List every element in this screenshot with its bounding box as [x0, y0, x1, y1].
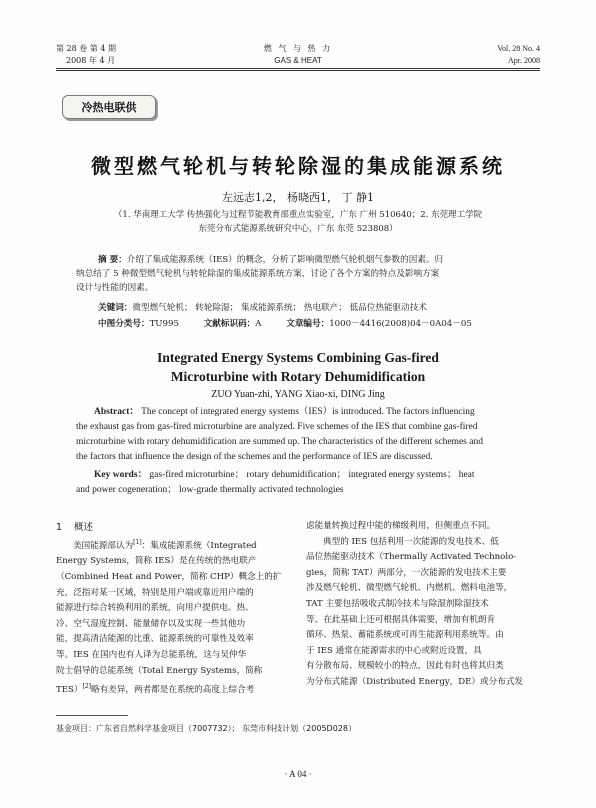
- affiliation: [40, 208, 556, 236]
- clc-label: 中图分类号：: [98, 319, 150, 329]
- body-line: 为分布式能源（Distributed Energy，DE）或分布式发: [306, 676, 524, 687]
- abstract-en-text: microturbine with rotary dehumidification are summed up. The characteristics of the different schemes and: [76, 437, 483, 447]
- abstract-en-text: the exhaust gas from gas-fired microturbine are analyzed. Five schemes of the IES that combine gas-fired: [76, 422, 478, 432]
- funding-footnote: 基金项目：广东省自然科学基金项目（7007732）； 东莞市科技计划（2005D028）: [56, 724, 356, 733]
- body-line: 循环、热泵、蓄能系统或可再生能源利用系统等。由: [306, 630, 504, 641]
- abstract-en-label: Abstract：: [94, 407, 139, 417]
- body-line: TES）[2]略有差异，两者都是在系统的高度上综合考: [56, 683, 255, 696]
- affiliation-line: （1. 华南理工大学 传热强化与过程节能教育部重点实验室，广东 广州 510640；2. 东莞理工学院: [113, 210, 483, 220]
- abstract-en-text: the factors that influence the design of the schemes and the performance of IES are discussed.: [76, 452, 433, 462]
- paper-title-en-line: Microturbine with Rotary Dehumidification: [170, 369, 426, 384]
- abstract-cn-text: 纳总结了 5 种微型燃气轮机与转轮除湿的集成能源系统方案，讨论了各个方案的特点及影响方案: [76, 269, 440, 279]
- body-line: TAT 主要包括吸收式制冷技术与除湿剂除湿技术: [306, 598, 489, 609]
- body-line: 涉及燃气轮机、微型燃气轮机、内燃机、燃料电池等，: [306, 583, 513, 594]
- body-line: 虑能量转换过程中能的梯级利用，但侧重点不同。: [306, 521, 496, 531]
- column-banner: 冷热电联供: [62, 95, 156, 119]
- body-right-column: [306, 519, 542, 691]
- body-line: 有分散布局、规模较小的特点，因此有时也将其归类: [306, 661, 504, 672]
- journal-name-cn: 燃 气 与 热 力: [263, 44, 333, 53]
- body-line: 充，泛指对某一区域，特别是用户端或靠近用户端的: [56, 587, 254, 598]
- body-line: 品位热能驱动技术（Thermally Activated Technolo-: [306, 552, 517, 563]
- journal-volume-cn: 第 28 卷 第 4 期: [56, 44, 116, 53]
- page-number: · A 04 ·: [284, 769, 312, 779]
- abstract-cn: [76, 253, 522, 295]
- journal-volume-en: Vol. 28 No. 4: [497, 44, 540, 53]
- abstract-cn-text: 设计与性能的因素。: [76, 283, 154, 293]
- affiliation-line: 东莞分布式能源系统研究中心，广东 东莞 523808）: [198, 224, 398, 234]
- keywords-cn: [76, 301, 522, 315]
- classification-line: [76, 317, 522, 331]
- body-line: 等。IES 在国内也有人译为总能系统，这与吴仲华: [56, 650, 247, 661]
- journal-date-cn: 2008 年 4 月: [66, 56, 116, 65]
- section-heading: [56, 519, 93, 533]
- footnote-rule: [56, 715, 128, 716]
- body-line: gies，简称 TAT）两部分，一次能源的发电技术主要: [306, 567, 507, 578]
- keywords-en-label: Key words：: [94, 470, 148, 480]
- body-line: 能，提高清洁能源的比重、能源系统的可靠性及效率: [56, 634, 254, 645]
- body-line: Energy Systems，简称 IES）是在传统的热电联产: [56, 556, 257, 567]
- authors-cn: 左远志1,2， 杨晓西1， 丁 静1: [222, 191, 374, 204]
- abstract-en: [76, 405, 522, 465]
- authors-en: ZUO Yuan-zhi, YANG Xiao-xi, DING Jing: [211, 389, 385, 400]
- body-left-column: [56, 535, 292, 699]
- body-line: 院士倡导的总能系统（Total Energy Systems，简称: [56, 665, 263, 676]
- doc-code-value: A: [255, 319, 262, 329]
- body-line: 能源进行综合转换利用的系统，向用户提供电、热、: [56, 603, 254, 614]
- doc-code-label: 文献标识码：: [203, 319, 256, 329]
- keywords-en: [76, 468, 522, 498]
- abstract-cn-text: 介绍了集成能源系统（IES）的概念，分析了影响微型燃气轮机烟气参数的因素。归: [126, 255, 444, 265]
- keywords-cn-text: 微型燃气轮机； 转轮除湿； 集成能源系统； 热电联产； 低品位热能驱动技术: [132, 303, 427, 313]
- journal-date-en: Apr. 2008: [508, 56, 540, 65]
- paper-title-en: [40, 348, 556, 386]
- journal-name-en: GAS & HEAT: [274, 56, 322, 65]
- body-line: 美国能源部认为[1]：集成能源系统（Integrated: [73, 539, 257, 551]
- paper-title-cn: 微型燃气轮机与转轮除湿的集成能源系统: [91, 154, 505, 178]
- article-no-value: 1000－4416(2008)04－0A04－05: [329, 319, 472, 329]
- keywords-en-text: and power cogeneration； low-grade thermally activated technologies: [76, 485, 344, 495]
- article-no-label: 文章编号：: [286, 319, 330, 329]
- abstract-en-text: The concept of integrated energy systems（IES）is introduced. The factors influencing: [141, 407, 475, 417]
- section-title: 概述: [74, 522, 94, 533]
- header-rule-thin: [56, 70, 540, 71]
- keywords-en-text: gas-fired microturbine； rotary dehumidification； integrated energy systems； heat: [149, 470, 475, 480]
- keywords-cn-label: 关键词：: [98, 303, 133, 313]
- section-number: 1: [56, 522, 63, 533]
- body-line: 典型的 IES 包括利用一次能源的发电技术、低: [323, 536, 499, 547]
- body-line: 冷、空气湿度控制、能量储存以及实现一些其他功: [56, 618, 246, 629]
- paper-title-en-line: Integrated Energy Systems Combining Gas-fired: [157, 350, 439, 365]
- clc-value: TU995: [149, 319, 179, 329]
- abstract-cn-label: 摘 要：: [98, 255, 127, 265]
- body-line: （Combined Heat and Power，简称 CHP）概念上的扩: [56, 572, 282, 583]
- body-line: 于 IES 通常在能源需求的中心或附近设置，具: [306, 645, 482, 656]
- header-rule: [56, 68, 540, 69]
- body-line: 等。在此基础上还可根据具体需要，增加有机朗肯: [306, 614, 496, 625]
